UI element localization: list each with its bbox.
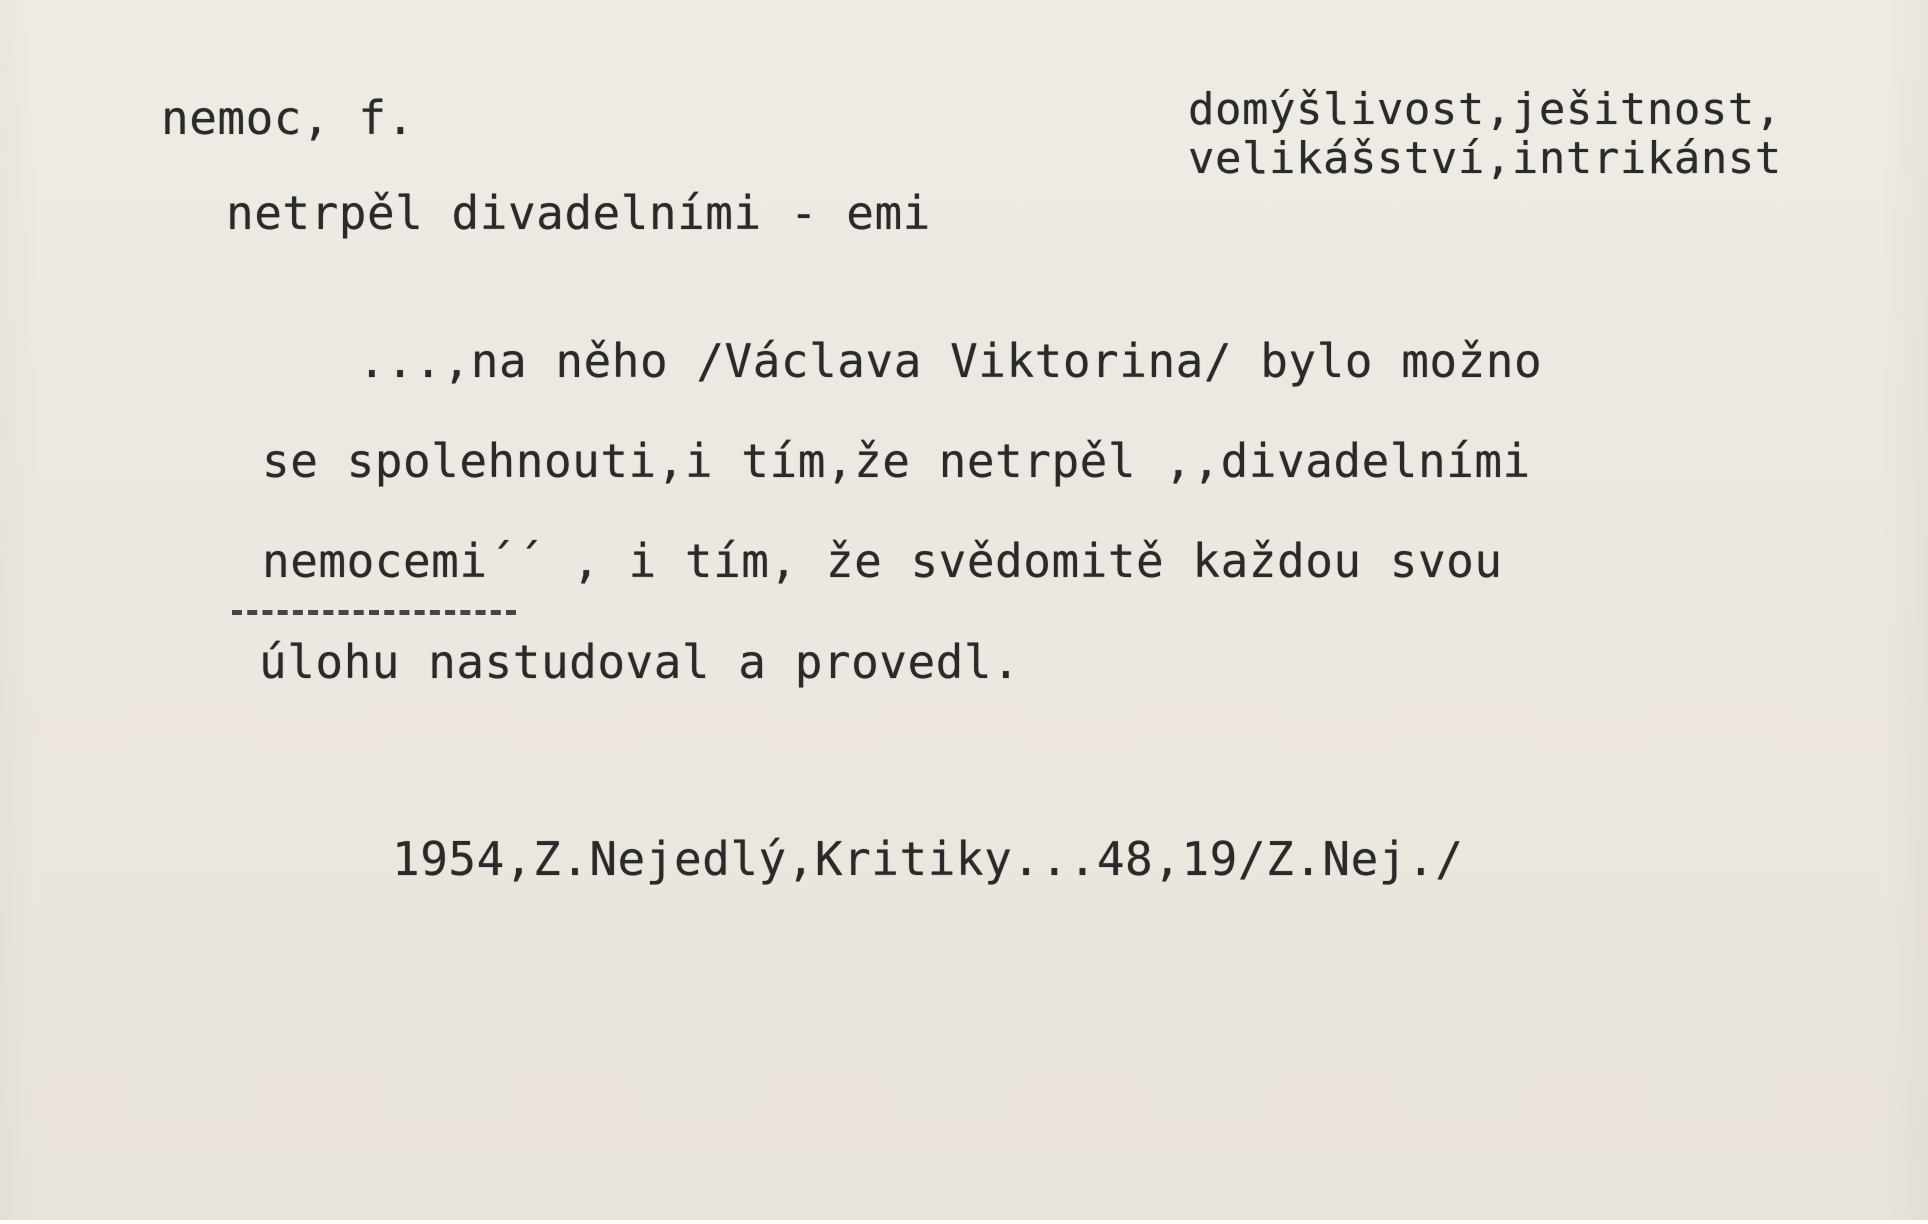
- source-citation: 1954,Z.Nejedlý,Kritiky...48,19/Z.Nej./: [392, 832, 1464, 886]
- quote-line-1: ...,na něho /Václava Viktorina/ bylo možno: [358, 334, 1543, 388]
- dashed-underline: [232, 610, 516, 615]
- phrase-line: netrpěl divadelními - emi: [226, 186, 931, 240]
- quote-line-2: se spolehnouti,i tím,že netrpěl ,,divadelními: [262, 434, 1531, 488]
- quote-line-4: úlohu nastudoval a provedl.: [259, 635, 1021, 689]
- synonyms-line-1: domýšlivost,ješitnost,: [1188, 84, 1782, 135]
- synonyms-line-2: velikášství,intrikánst: [1188, 133, 1782, 184]
- quote-line-3: nemocemi´´ , i tím, že svědomitě každou svou: [262, 534, 1503, 588]
- headword: nemoc, f.: [161, 91, 415, 145]
